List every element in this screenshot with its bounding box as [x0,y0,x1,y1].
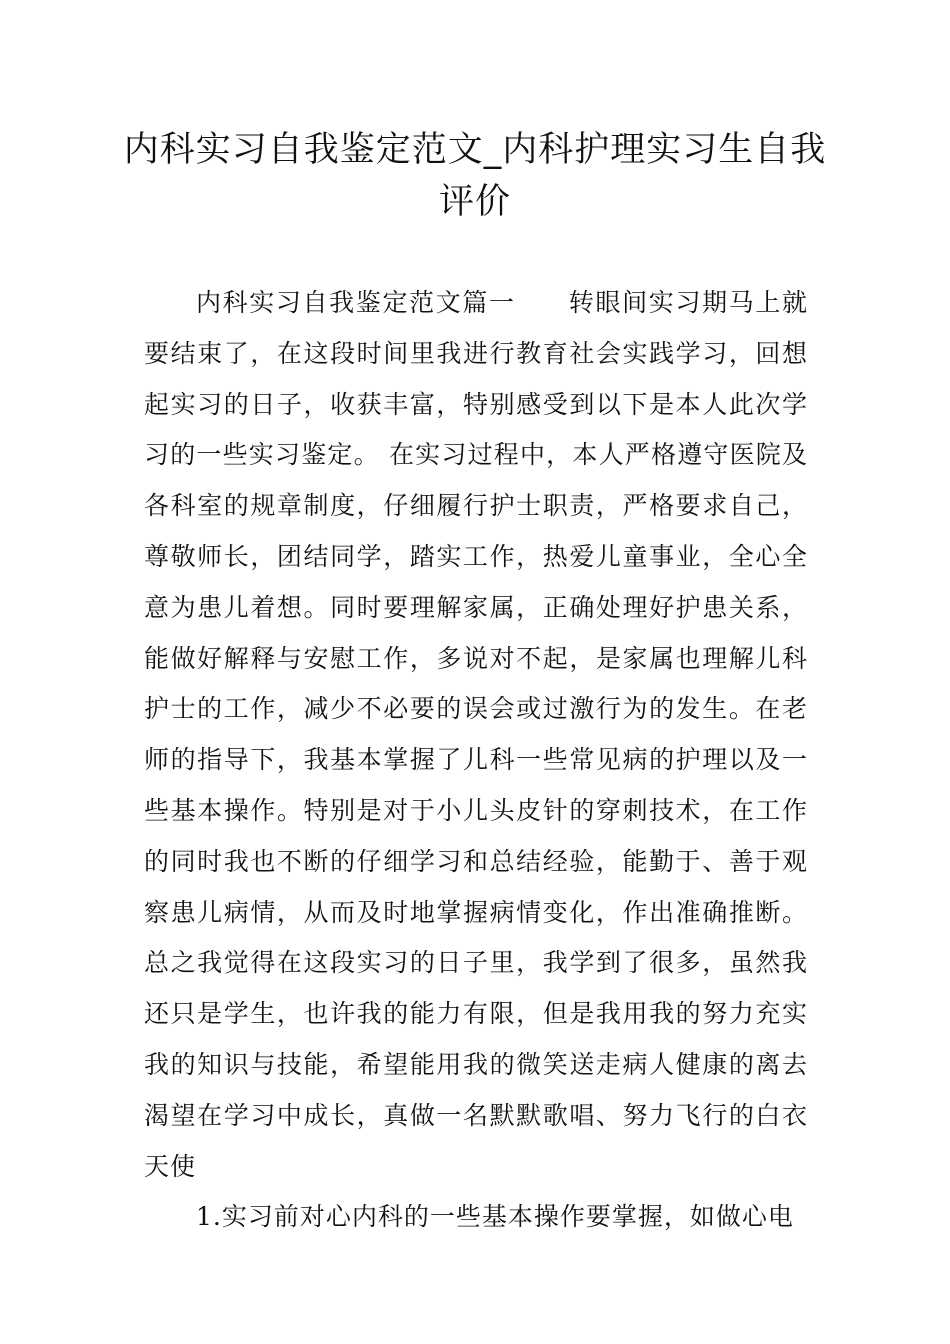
document-title: 内科实习自我鉴定范文_内科护理实习生自我评价 [123,130,827,222]
document-body [144,278,808,1243]
body-paragraph-1: 内科实习自我鉴定范文篇一 转眼间实习期马上就要结束了，在这段时间里我进行教育社会实践学习，回想起实习的日子，收获丰富，特别感受到以下是本人此次学习的一些实习鉴定。 在实习过程中，本人严格遵守医院及各科室的规章制度，仔细履行护士职责，严格要求自己，尊敬师长，团结同学，踏实工作，热爱儿童事业，全心全意为患儿着想。同时要理解家属，正确处理好护患关系，能做好解释与安慰工作，多说对不起，是家属也理解儿科护士的工作，减少不必要的误会或过激行为的发生。在老师的指导下，我基本掌握了儿科一些常见病的护理以及一些基本操作。特别是对于小儿头皮针的穿刺技术，在工作的同时我也不断的仔细学习和总结经验，能勤于、善于观察患儿病情，从而及时地掌握病情变化，作出准确推断。总之我觉得在这段实习的日子里，我学到了很多，虽然我还只是学生，也许我的能力有限，但是我用我的努力充实我的知识与技能，希望能用我的微笑送走病人健康的离去渴望在学习中成长，真做一名默默歌唱、努力飞行的白衣天使 [144,288,808,1181]
body-paragraph-2: 1.实习前对心内科的一些基本操作要掌握，如做心电 [196,1202,794,1232]
